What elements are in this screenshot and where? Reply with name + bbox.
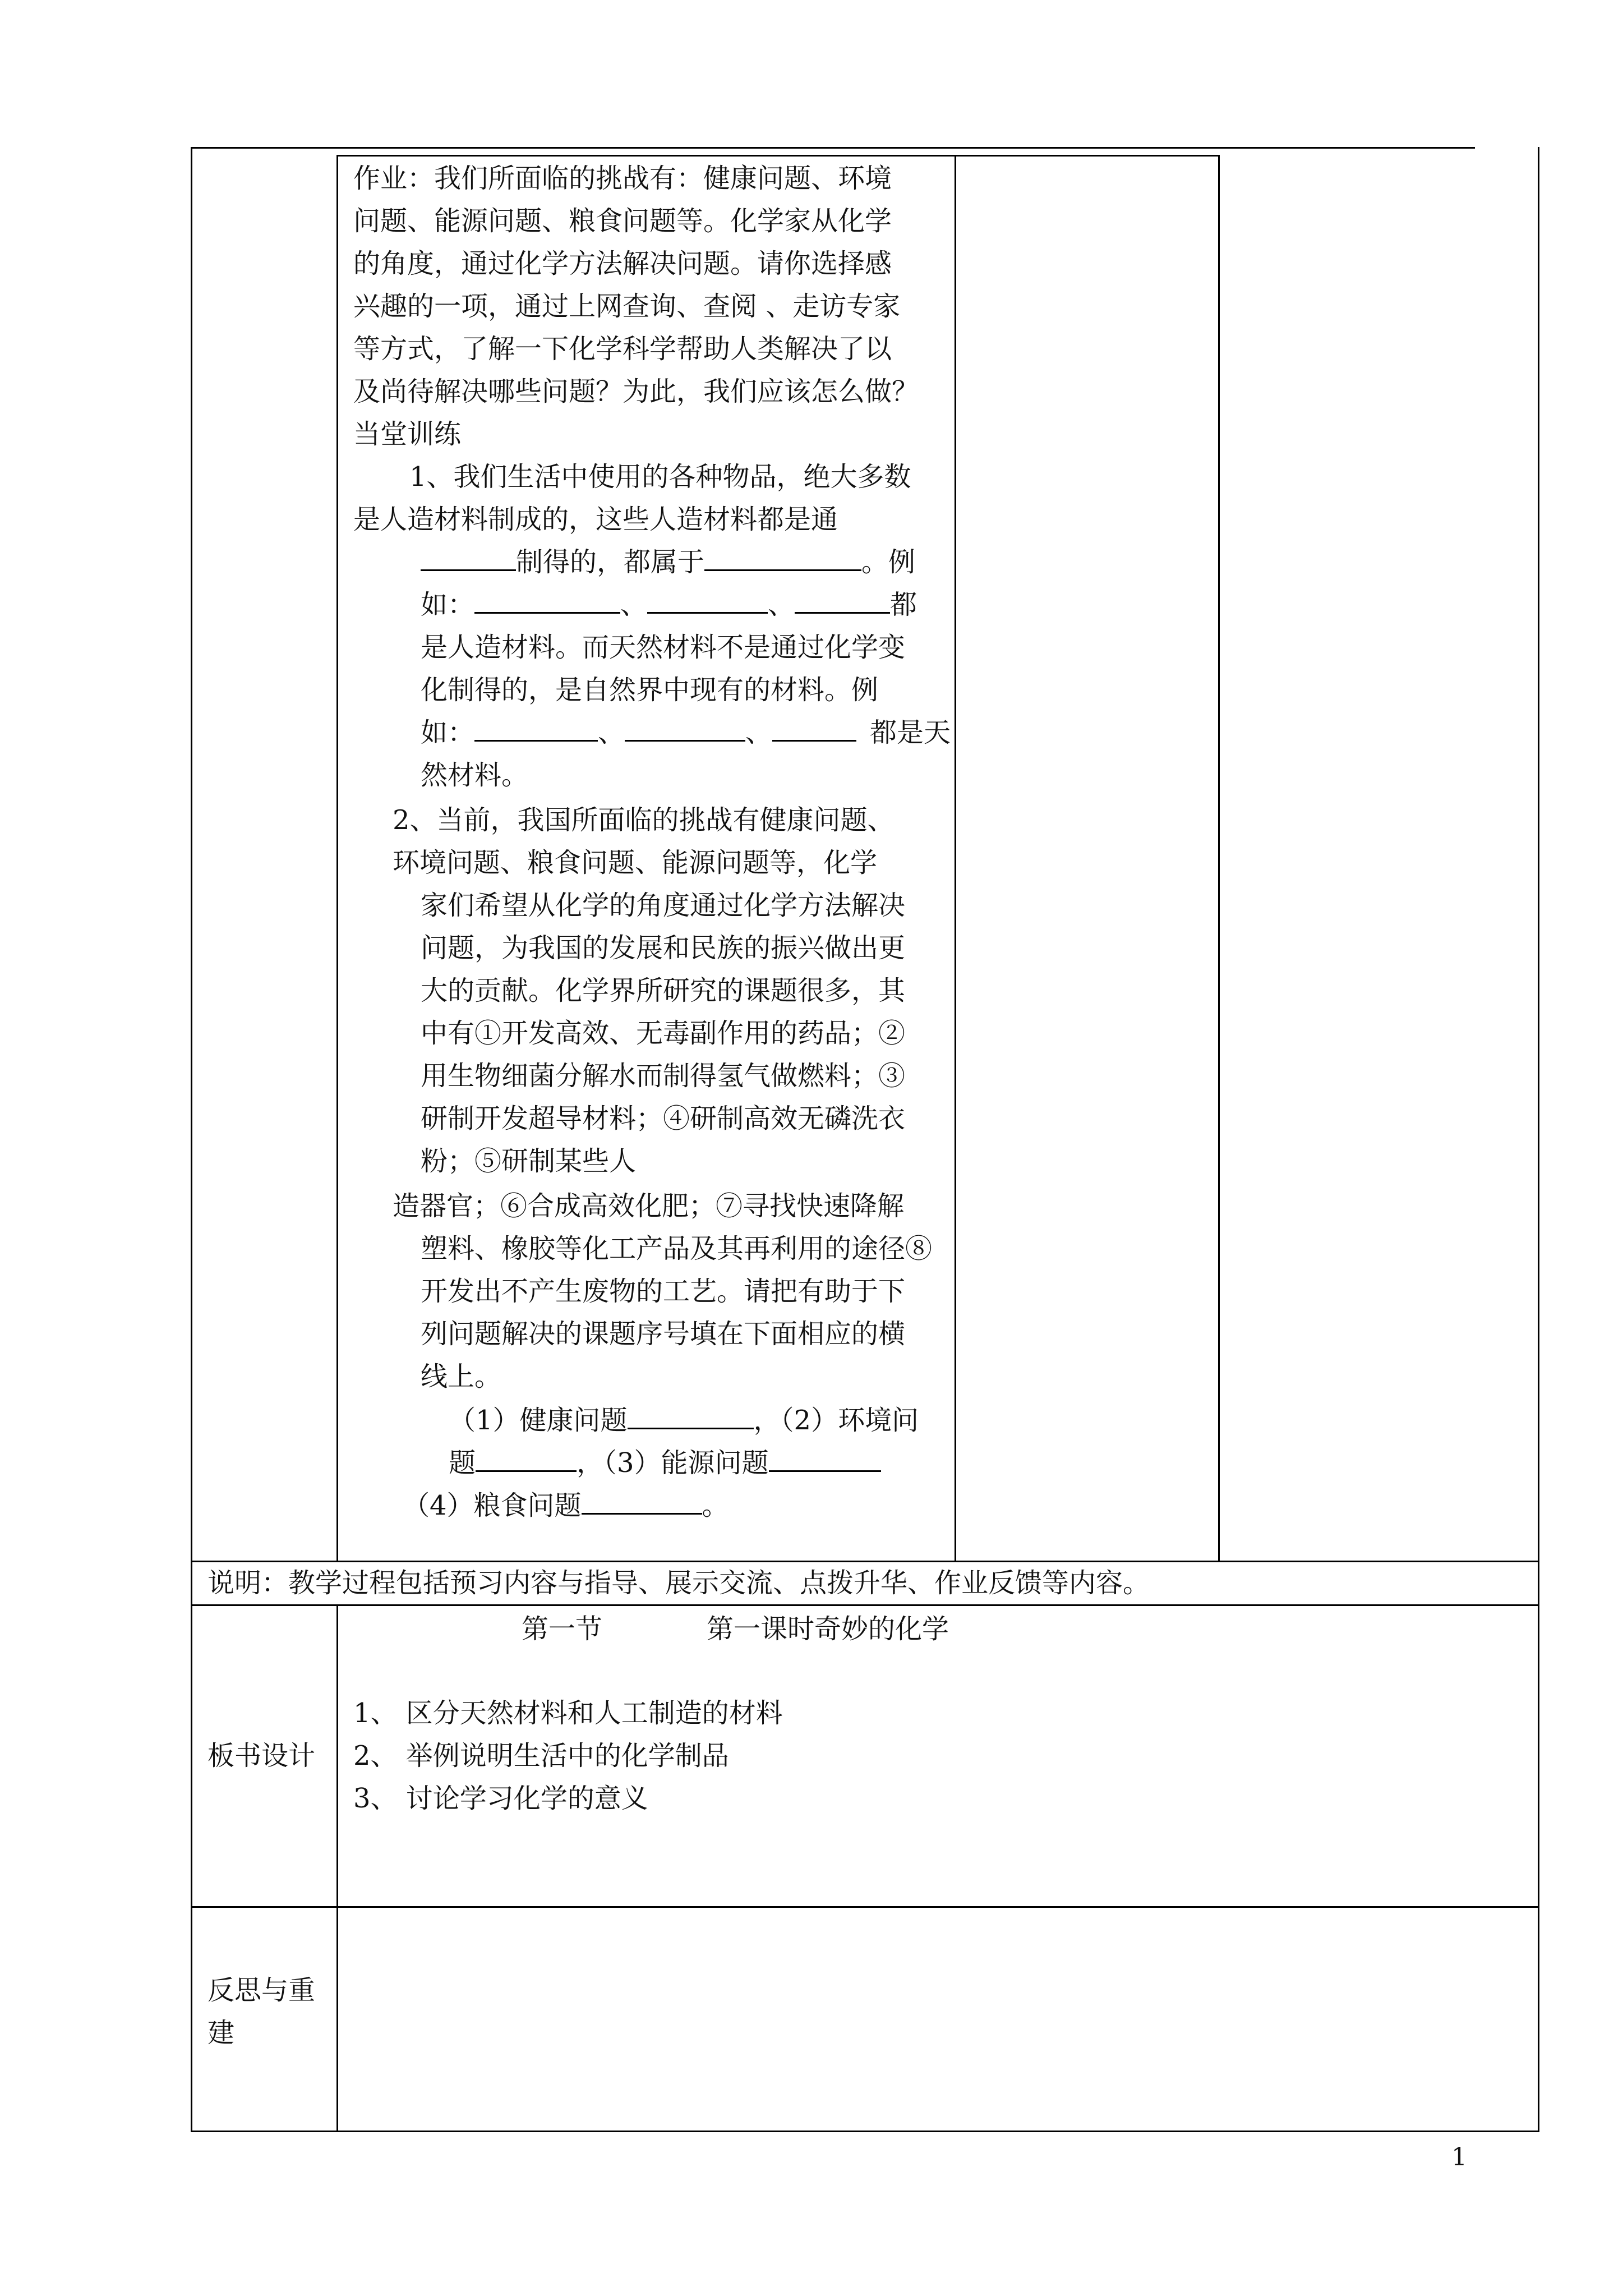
fill-blank[interactable] xyxy=(474,715,598,742)
reflection-label-line1: 反思与重 xyxy=(208,1975,316,2006)
q1-text: 、 xyxy=(745,717,773,748)
q1-text: 如： xyxy=(421,717,475,748)
q2-line: 家们希望从化学的角度通过化学方法解决 xyxy=(421,890,906,921)
q1-line: 是人造材料制成的，这些人造材料都是通 xyxy=(353,504,838,535)
homework-line: 的角度，通过化学方法解决问题。请你选择感 xyxy=(353,248,892,279)
inner-top-border xyxy=(336,155,1218,157)
q2-line: 大的贡献。化学界所研究的课题很多，其 xyxy=(421,975,906,1006)
q2-line: 研制开发超导材料；④研制高效无磷洗衣 xyxy=(421,1103,906,1134)
homework-line: 问题、能源问题、粮食问题等。化学家从化学 xyxy=(353,205,892,237)
fill-blank[interactable] xyxy=(772,715,856,742)
q2-line: 环境问题、粮食问题、能源问题等，化学 xyxy=(393,847,878,878)
q2-line: 列问题解决的课题序号填在下面相应的横 xyxy=(421,1318,906,1350)
fill-blank[interactable] xyxy=(476,1446,577,1472)
label-column-border-top xyxy=(336,155,338,1562)
q2-line: 2、当前，我国所面临的挑战有健康问题、 xyxy=(393,804,895,836)
q1-line: 化制得的，是自然界中现有的材料。例 xyxy=(421,674,879,706)
q2-line xyxy=(449,1399,919,1442)
q1-text: 都 xyxy=(890,589,917,620)
board-item: 3、 讨论学习化学的意义 xyxy=(353,1783,648,1814)
fill-blank[interactable] xyxy=(625,715,745,742)
page-number: 1 xyxy=(1451,2143,1467,2171)
fill-blank[interactable] xyxy=(628,1403,754,1429)
homework-line: 作业：我们所面临的挑战有：健康问题、环境 xyxy=(353,163,892,194)
q1-line: 是人造材料。而天然材料不是通过化学变 xyxy=(421,632,906,663)
content-column-border xyxy=(955,155,956,1562)
reflection-label-line2: 建 xyxy=(208,2017,235,2049)
fill-blank[interactable] xyxy=(704,545,861,571)
q1-text: 、 xyxy=(768,589,795,620)
practice-heading: 当堂训练 xyxy=(353,418,462,450)
q1-line: 然材料。 xyxy=(421,760,529,791)
q2-line: 问题，为我国的发展和民族的振兴做出更 xyxy=(421,932,906,964)
q1-line: 1、我们生活中使用的各种物品，绝大多数 xyxy=(409,461,911,493)
note-row-bottom xyxy=(191,1604,1539,1606)
homework-line: 等方式，了解一下化学科学帮助人类解决了以 xyxy=(353,333,892,365)
q2-line xyxy=(449,1442,881,1484)
q1-line xyxy=(421,711,951,754)
board-title-section: 第一节 xyxy=(522,1613,603,1645)
q2-text: ，（2）环境问 xyxy=(753,1405,919,1436)
q2-line: 粉；⑤研制某些人 xyxy=(421,1145,637,1177)
q1-line xyxy=(421,541,915,583)
board-item: 2、 举例说明生活中的化学制品 xyxy=(353,1740,729,1772)
fill-blank[interactable] xyxy=(582,1488,702,1515)
board-label: 板书设计 xyxy=(208,1740,316,1772)
q2-text: 。 xyxy=(702,1490,729,1521)
fill-blank[interactable] xyxy=(421,545,516,571)
q2-text: 题 xyxy=(449,1447,476,1479)
instruction-note: 说明：教学过程包括预习内容与指导、展示交流、点拨升华、作业反馈等内容。 xyxy=(208,1567,1150,1599)
fill-blank[interactable] xyxy=(795,587,890,614)
q2-text: ，（3）能源问题 xyxy=(577,1447,769,1479)
notes-column-border xyxy=(1218,155,1220,1562)
homework-line: 兴趣的一项，通过上网查询、查阅 、走访专家 xyxy=(353,291,901,322)
q2-line xyxy=(403,1484,729,1527)
board-item: 1、 区分天然材料和人工制造的材料 xyxy=(353,1697,783,1729)
q2-line: 中有①开发高效、无毒副作用的药品；② xyxy=(421,1018,906,1049)
q2-line: 线上。 xyxy=(421,1361,502,1392)
fill-blank[interactable] xyxy=(647,587,768,614)
q1-line xyxy=(421,583,917,626)
homework-line: 及尚待解决哪些问题？为此，我们应该怎么做？ xyxy=(353,376,919,407)
table-bottom xyxy=(191,2131,1539,2132)
q1-text: 、 xyxy=(620,589,648,620)
q1-text: 制得的，都属于 xyxy=(516,546,705,578)
q2-line: 开发出不产生废物的工艺。请把有助于下 xyxy=(421,1276,906,1307)
fill-blank[interactable] xyxy=(474,587,620,614)
q2-line: 塑料、橡胶等化工产品及其再利用的途径⑧ xyxy=(421,1233,933,1264)
q1-text: 、 xyxy=(598,717,625,748)
label-column-border-bottom xyxy=(336,1605,338,2132)
board-row-bottom xyxy=(191,1906,1539,1908)
q1-text: 如： xyxy=(421,589,475,620)
q1-text: 。例 xyxy=(861,546,916,578)
q1-text: 都是天 xyxy=(870,717,951,748)
fill-blank[interactable] xyxy=(769,1446,881,1472)
outer-left-border xyxy=(191,147,192,2132)
outer-right-border xyxy=(1538,147,1539,2132)
board-title-lesson: 第一课时奇妙的化学 xyxy=(707,1613,949,1645)
q2-text: （1）健康问题 xyxy=(449,1405,628,1436)
q2-line: 造器官；⑥合成高效化肥；⑦寻找快速降解 xyxy=(393,1190,905,1222)
top-rule xyxy=(191,147,1475,149)
q2-line: 用生物细菌分解水而制得氢气做燃料；③ xyxy=(421,1060,906,1092)
q2-text: （4）粮食问题 xyxy=(403,1490,582,1521)
